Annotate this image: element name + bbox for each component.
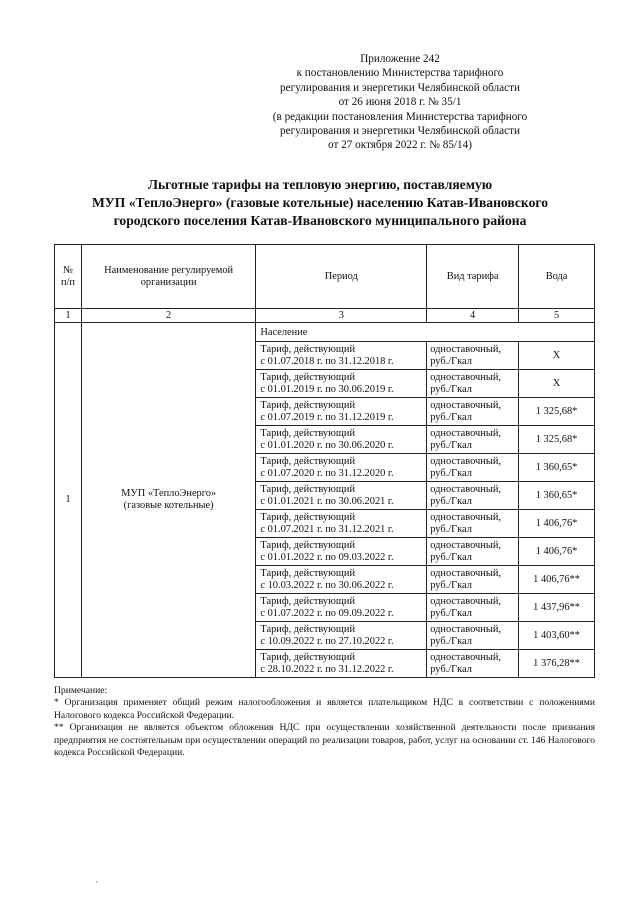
title-line: Льготные тарифы на тепловую энергию, поставляемую xyxy=(147,177,493,192)
appendix-header xyxy=(250,52,550,153)
period-line: Тариф, действующий xyxy=(260,344,356,355)
period-line: Тариф, действующий xyxy=(260,596,356,607)
type-line: одноставочный, xyxy=(430,596,501,607)
water-value: 1 325,68* xyxy=(519,426,595,454)
water-value: Х xyxy=(519,370,595,398)
type-line: одноставочный, xyxy=(430,568,501,579)
type-line: руб./Гкал xyxy=(430,607,472,619)
column-number-row xyxy=(55,309,595,323)
scan-speck xyxy=(96,881,98,883)
water-value: 1 437,96** xyxy=(519,594,595,622)
period-cell xyxy=(256,594,427,622)
note-item: ** Организация не является объектом обложения НДС при осуществлении хозяйственной деятельности после признания предприятия не состоятельным при осуществлении операций по реализации товаров, работ, услуг на основании ст. 146 Налогового кодекса Российской Федерации. xyxy=(54,722,595,759)
header-org-line: организации xyxy=(140,276,197,288)
tariff-type-cell xyxy=(427,622,519,650)
period-line: Тариф, действующий xyxy=(260,400,356,411)
period-line: с 01.07.2020 г. по 31.12.2020 г. xyxy=(260,467,394,479)
tariff-type-cell xyxy=(427,650,519,678)
type-line: руб./Гкал xyxy=(430,355,472,367)
period-line: Тариф, действующий xyxy=(260,540,356,551)
org-name-cell xyxy=(81,323,255,678)
type-line: одноставочный, xyxy=(430,484,501,495)
type-line: руб./Гкал xyxy=(430,495,472,507)
water-value: Х xyxy=(519,342,595,370)
header-period: Период xyxy=(256,245,427,309)
appendix-line: (в редакции постановления Министерства тарифного xyxy=(272,110,528,123)
type-line: руб./Гкал xyxy=(430,467,472,479)
type-line: одноставочный, xyxy=(430,652,501,663)
period-line: с 01.07.2018 г. по 31.12.2018 г. xyxy=(260,355,394,367)
type-line: одноставочный, xyxy=(430,512,501,523)
type-line: руб./Гкал xyxy=(430,439,472,451)
title-line: МУП «ТеплоЭнерго» (газовые котельные) населению Катав-Ивановского xyxy=(91,195,549,210)
appendix-line: регулирования и энергетики Челябинской области xyxy=(280,125,520,138)
tariff-type-cell xyxy=(427,454,519,482)
col-number: 1 xyxy=(55,309,82,323)
document-title xyxy=(40,176,600,230)
type-line: одноставочный, xyxy=(430,400,501,411)
type-line: одноставочный, xyxy=(430,372,501,383)
period-line: Тариф, действующий xyxy=(260,456,356,467)
period-line: Тариф, действующий xyxy=(260,484,356,495)
appendix-line: от 27 октября 2022 г. № 85/14) xyxy=(328,139,472,152)
type-line: руб./Гкал xyxy=(430,551,472,563)
period-line: с 10.03.2022 г. по 30.06.2022 г. xyxy=(260,579,394,591)
type-line: руб./Гкал xyxy=(430,411,472,423)
period-line: с 01.07.2022 г. по 09.09.2022 г. xyxy=(260,607,394,619)
tariff-type-cell xyxy=(427,342,519,370)
period-cell xyxy=(256,510,427,538)
period-cell xyxy=(256,650,427,678)
type-line: руб./Гкал xyxy=(430,635,472,647)
tariff-table xyxy=(54,244,595,678)
period-line: с 01.01.2022 г. по 09.03.2022 г. xyxy=(260,551,394,563)
type-line: руб./Гкал xyxy=(430,663,472,675)
period-cell xyxy=(256,454,427,482)
type-line: одноставочный, xyxy=(430,456,501,467)
period-cell xyxy=(256,370,427,398)
period-line: Тариф, действующий xyxy=(260,568,356,579)
period-line: Тариф, действующий xyxy=(260,512,356,523)
note-item: * Организация применяет общий режим налогообложения и является плательщиком НДС в соответствии с положениями Налогового кодекса Российской Федерации. xyxy=(54,697,595,721)
tariff-type-cell xyxy=(427,426,519,454)
header-num-line: № xyxy=(62,264,73,276)
tariff-type-cell xyxy=(427,370,519,398)
period-line: с 01.07.2021 г. по 31.12.2021 г. xyxy=(260,523,394,535)
period-line: с 01.07.2019 г. по 31.12.2019 г. xyxy=(260,411,394,423)
type-line: руб./Гкал xyxy=(430,523,472,535)
type-line: одноставочный, xyxy=(430,624,501,635)
header-org-line: Наименование регулируемой xyxy=(104,264,234,276)
water-value: 1 403,60** xyxy=(519,622,595,650)
tariff-type-cell xyxy=(427,482,519,510)
notes-heading: Примечание: xyxy=(54,685,108,696)
col-number: 5 xyxy=(519,309,595,323)
tariff-type-cell xyxy=(427,566,519,594)
header-water: Вода xyxy=(519,245,595,309)
type-line: руб./Гкал xyxy=(430,579,472,591)
period-cell xyxy=(256,622,427,650)
period-line: с 01.01.2019 г. по 30.06.2019 г. xyxy=(260,383,394,395)
period-line: с 28.10.2022 г. по 31.12.2022 г. xyxy=(260,663,394,675)
period-line: с 10.09.2022 г. по 27.10.2022 г. xyxy=(260,635,394,647)
tariff-type-cell xyxy=(427,538,519,566)
period-line: Тариф, действующий xyxy=(260,428,356,439)
period-cell xyxy=(256,482,427,510)
water-value: 1 376,28** xyxy=(519,650,595,678)
period-cell xyxy=(256,426,427,454)
notes-section xyxy=(54,685,595,759)
tariff-type-cell xyxy=(427,398,519,426)
appendix-line: к постановлению Министерства тарифного xyxy=(296,67,504,80)
appendix-line: от 26 июня 2018 г. № 35/1 xyxy=(338,96,462,109)
tariff-type-cell xyxy=(427,510,519,538)
header-num-line: п/п xyxy=(60,276,75,288)
water-value: 1 325,68* xyxy=(519,398,595,426)
col-number: 2 xyxy=(81,309,255,323)
period-line: с 01.01.2020 г. по 30.06.2020 г. xyxy=(260,439,394,451)
type-line: одноставочный, xyxy=(430,428,501,439)
period-line: с 01.01.2021 г. по 30.06.2021 г. xyxy=(260,495,394,507)
period-line: Тариф, действующий xyxy=(260,372,356,383)
col-number: 4 xyxy=(427,309,519,323)
water-value: 1 406,76** xyxy=(519,566,595,594)
header-num xyxy=(55,245,82,309)
period-cell xyxy=(256,538,427,566)
col-number: 3 xyxy=(256,309,427,323)
org-name-line: МУП «ТеплоЭнерго» xyxy=(121,488,217,499)
section-row xyxy=(55,323,595,342)
title-line: городского поселения Катав-Ивановского муниципального района xyxy=(113,213,527,228)
type-line: одноставочный, xyxy=(430,540,501,551)
tariff-type-cell xyxy=(427,594,519,622)
water-value: 1 406,76* xyxy=(519,538,595,566)
row-number: 1 xyxy=(55,323,82,678)
table-header-row xyxy=(55,245,595,309)
appendix-line: Приложение 242 xyxy=(360,53,440,65)
water-value: 1 360,65* xyxy=(519,482,595,510)
water-value: 1 360,65* xyxy=(519,454,595,482)
period-cell xyxy=(256,398,427,426)
period-cell xyxy=(256,342,427,370)
header-org xyxy=(81,245,255,309)
org-name-line: (газовые котельные) xyxy=(123,500,214,511)
appendix-line: регулирования и энергетики Челябинской области xyxy=(280,81,520,94)
header-type: Вид тарифа xyxy=(427,245,519,309)
water-value: 1 406,76* xyxy=(519,510,595,538)
period-cell xyxy=(256,566,427,594)
type-line: руб./Гкал xyxy=(430,383,472,395)
section-label: Население xyxy=(256,323,595,342)
period-line: Тариф, действующий xyxy=(260,624,356,635)
period-line: Тариф, действующий xyxy=(260,652,356,663)
type-line: одноставочный, xyxy=(430,344,501,355)
